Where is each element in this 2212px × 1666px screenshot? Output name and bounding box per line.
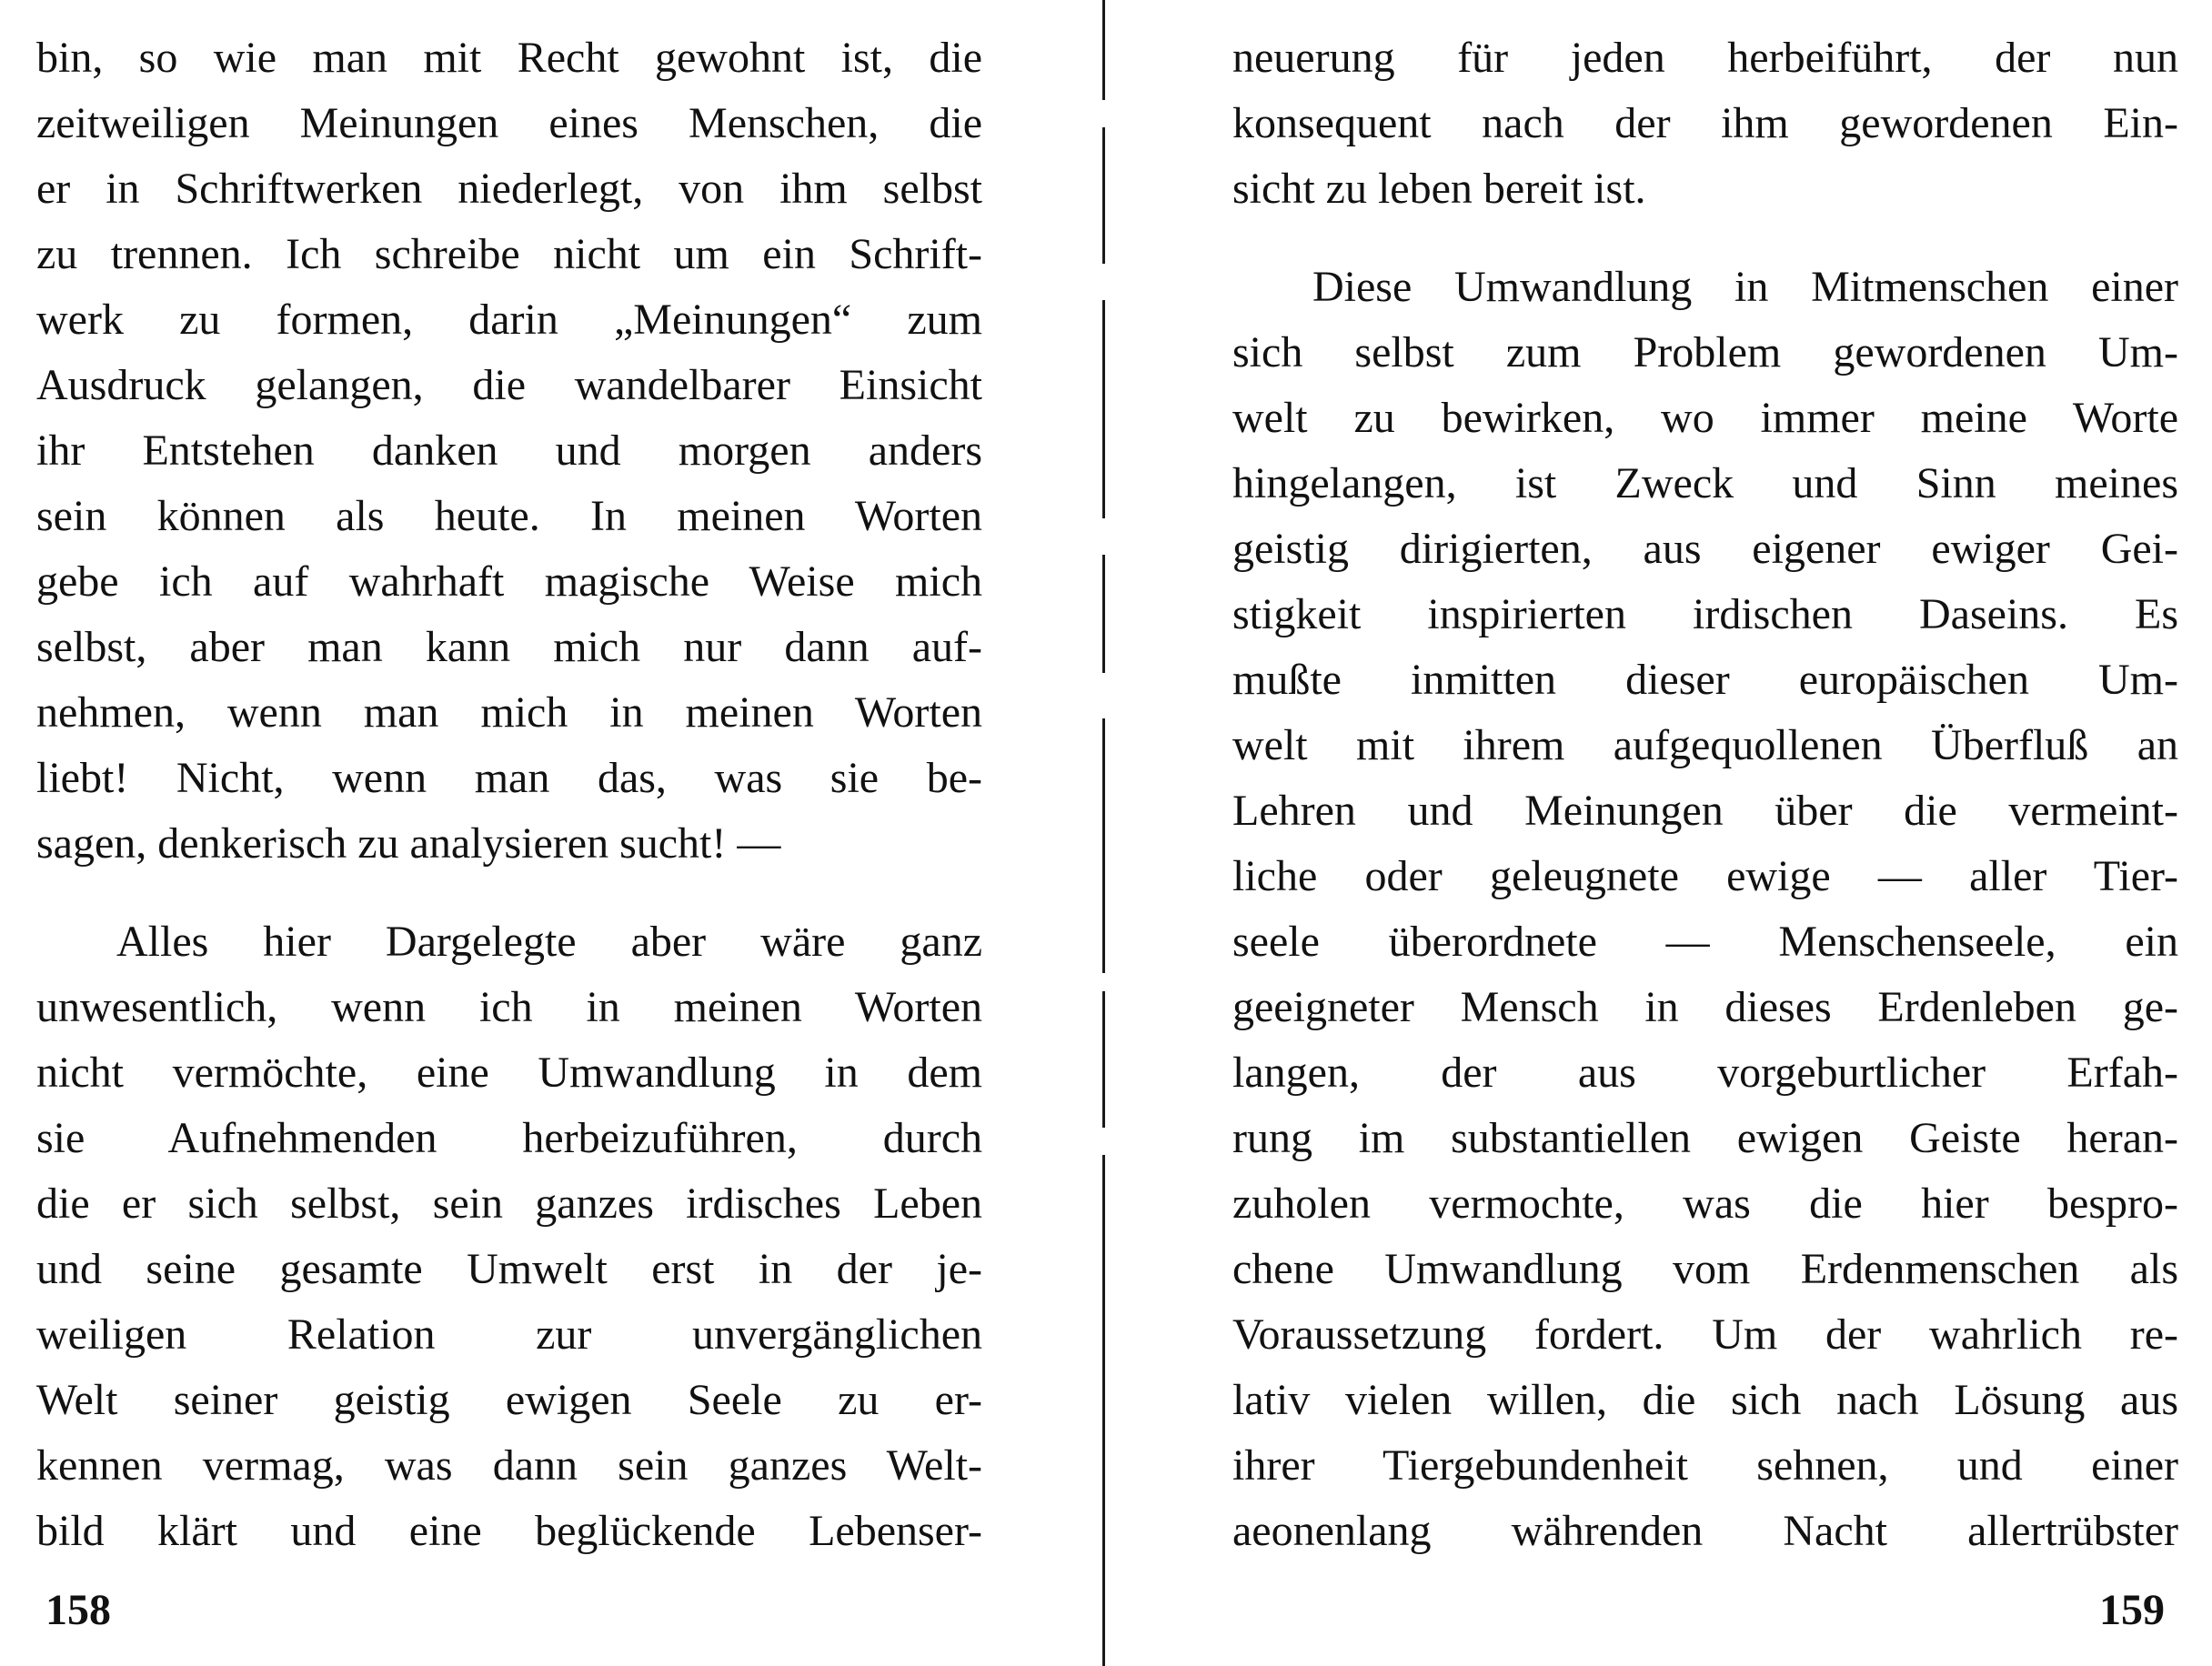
- left-line-18: die er sich selbst, sein ganzes irdisches Leben: [36, 1179, 982, 1228]
- right-line-15: geeigneter Mensch in dieses Erdenleben ge-: [1232, 983, 2178, 1031]
- left-line-21: Welt seiner geistig ewigen Seele zu er-: [36, 1376, 982, 1424]
- left-line-19: und seine gesamte Umwelt erst in der je-: [36, 1245, 982, 1293]
- gutter-line-segment: [1102, 1155, 1105, 1666]
- left-line-9: gebe ich auf wahrhaft magische Weise mich: [36, 557, 982, 606]
- page-number-left: 158: [45, 1586, 111, 1634]
- gutter-line-segment: [1102, 300, 1105, 518]
- right-line-4: Diese Umwandlung in Mitmenschen einer: [1312, 263, 2178, 311]
- right-line-5: sich selbst zum Problem gewordenen Um-: [1232, 328, 2178, 376]
- left-line-3: er in Schriftwerken niederlegt, von ihm selbst: [36, 165, 982, 213]
- right-line-22: ihrer Tiergebundenheit sehnen, und einer: [1232, 1441, 2178, 1490]
- left-line-7: ihr Entstehen danken und morgen anders: [36, 427, 982, 475]
- left-line-14: Alles hier Dargelegte aber wäre ganz: [116, 918, 982, 966]
- right-line-9: stigkeit inspirierten irdischen Daseins. Es: [1232, 590, 2178, 638]
- left-line-10: selbst, aber man kann mich nur dann auf-: [36, 623, 982, 671]
- right-line-8: geistig dirigierten, aus eigener ewiger Gei-: [1232, 525, 2178, 573]
- page-gutter: [1102, 0, 1110, 1666]
- left-line-11: nehmen, wenn man mich in meinen Worten: [36, 688, 982, 737]
- left-line-12: liebt! Nicht, wenn man das, was sie be-: [36, 754, 982, 802]
- left-page: [36, 0, 982, 1666]
- right-line-18: zuholen vermochte, was die hier bespro-: [1232, 1179, 2178, 1228]
- left-line-2: zeitweiligen Meinungen eines Menschen, die: [36, 99, 982, 147]
- gutter-line-segment: [1102, 0, 1105, 100]
- left-line-6: Ausdruck gelangen, die wandelbarer Einsicht: [36, 361, 982, 409]
- right-line-19: chene Umwandlung vom Erdenmenschen als: [1232, 1245, 2178, 1293]
- gutter-line-segment: [1102, 127, 1105, 264]
- right-line-11: welt mit ihrem aufgequollenen Überfluß an: [1232, 721, 2178, 769]
- left-line-4: zu trennen. Ich schreibe nicht um ein Schrift-: [36, 230, 982, 278]
- right-line-14: seele überordnete — Menschenseele, ein: [1232, 918, 2178, 966]
- left-line-1: bin, so wie man mit Recht gewohnt ist, die: [36, 34, 982, 82]
- right-line-12: Lehren und Meinungen über die vermeint-: [1232, 787, 2178, 835]
- right-line-20: Voraussetzung fordert. Um der wahrlich re-: [1232, 1310, 2178, 1359]
- right-line-2: konsequent nach der ihm gewordenen Ein-: [1232, 99, 2178, 147]
- left-line-8: sein können als heute. In meinen Worten: [36, 492, 982, 540]
- left-line-5: werk zu formen, darin „Meinungen“ zum: [36, 296, 982, 344]
- left-line-16: nicht vermöchte, eine Umwandlung in dem: [36, 1049, 982, 1097]
- right-line-16: langen, der aus vorgeburtlicher Erfah-: [1232, 1049, 2178, 1097]
- left-line-15: unwesentlich, wenn ich in meinen Worten: [36, 983, 982, 1031]
- gutter-line-segment: [1102, 555, 1105, 673]
- gutter-line-segment: [1102, 991, 1105, 1128]
- left-line-13: sagen, denkerisch zu analysieren sucht! —: [36, 819, 781, 868]
- left-line-23: bild klärt und eine beglückende Lebenser-: [36, 1507, 982, 1555]
- right-line-23: aeonenlang währenden Nacht allertrübster: [1232, 1507, 2178, 1555]
- right-page: [1232, 0, 2178, 1666]
- right-line-13: liche oder geleugnete ewige — aller Tier-: [1232, 852, 2178, 900]
- left-line-17: sie Aufnehmenden herbeizuführen, durch: [36, 1114, 982, 1162]
- right-line-17: rung im substantiellen ewigen Geiste heran-: [1232, 1114, 2178, 1162]
- left-line-20: weiligen Relation zur unvergänglichen: [36, 1310, 982, 1359]
- gutter-line-segment: [1102, 718, 1105, 973]
- left-line-22: kennen vermag, was dann sein ganzes Welt-: [36, 1441, 982, 1490]
- right-line-6: welt zu bewirken, wo immer meine Worte: [1232, 394, 2178, 442]
- right-line-10: mußte inmitten dieser europäischen Um-: [1232, 656, 2178, 704]
- right-line-21: lativ vielen willen, die sich nach Lösung aus: [1232, 1376, 2178, 1424]
- right-line-1: neuerung für jeden herbeiführt, der nun: [1232, 34, 2178, 82]
- right-line-7: hingelangen, ist Zweck und Sinn meines: [1232, 459, 2178, 507]
- right-line-3: sicht zu leben bereit ist.: [1232, 165, 1646, 213]
- page-number-right: 159: [2099, 1586, 2165, 1634]
